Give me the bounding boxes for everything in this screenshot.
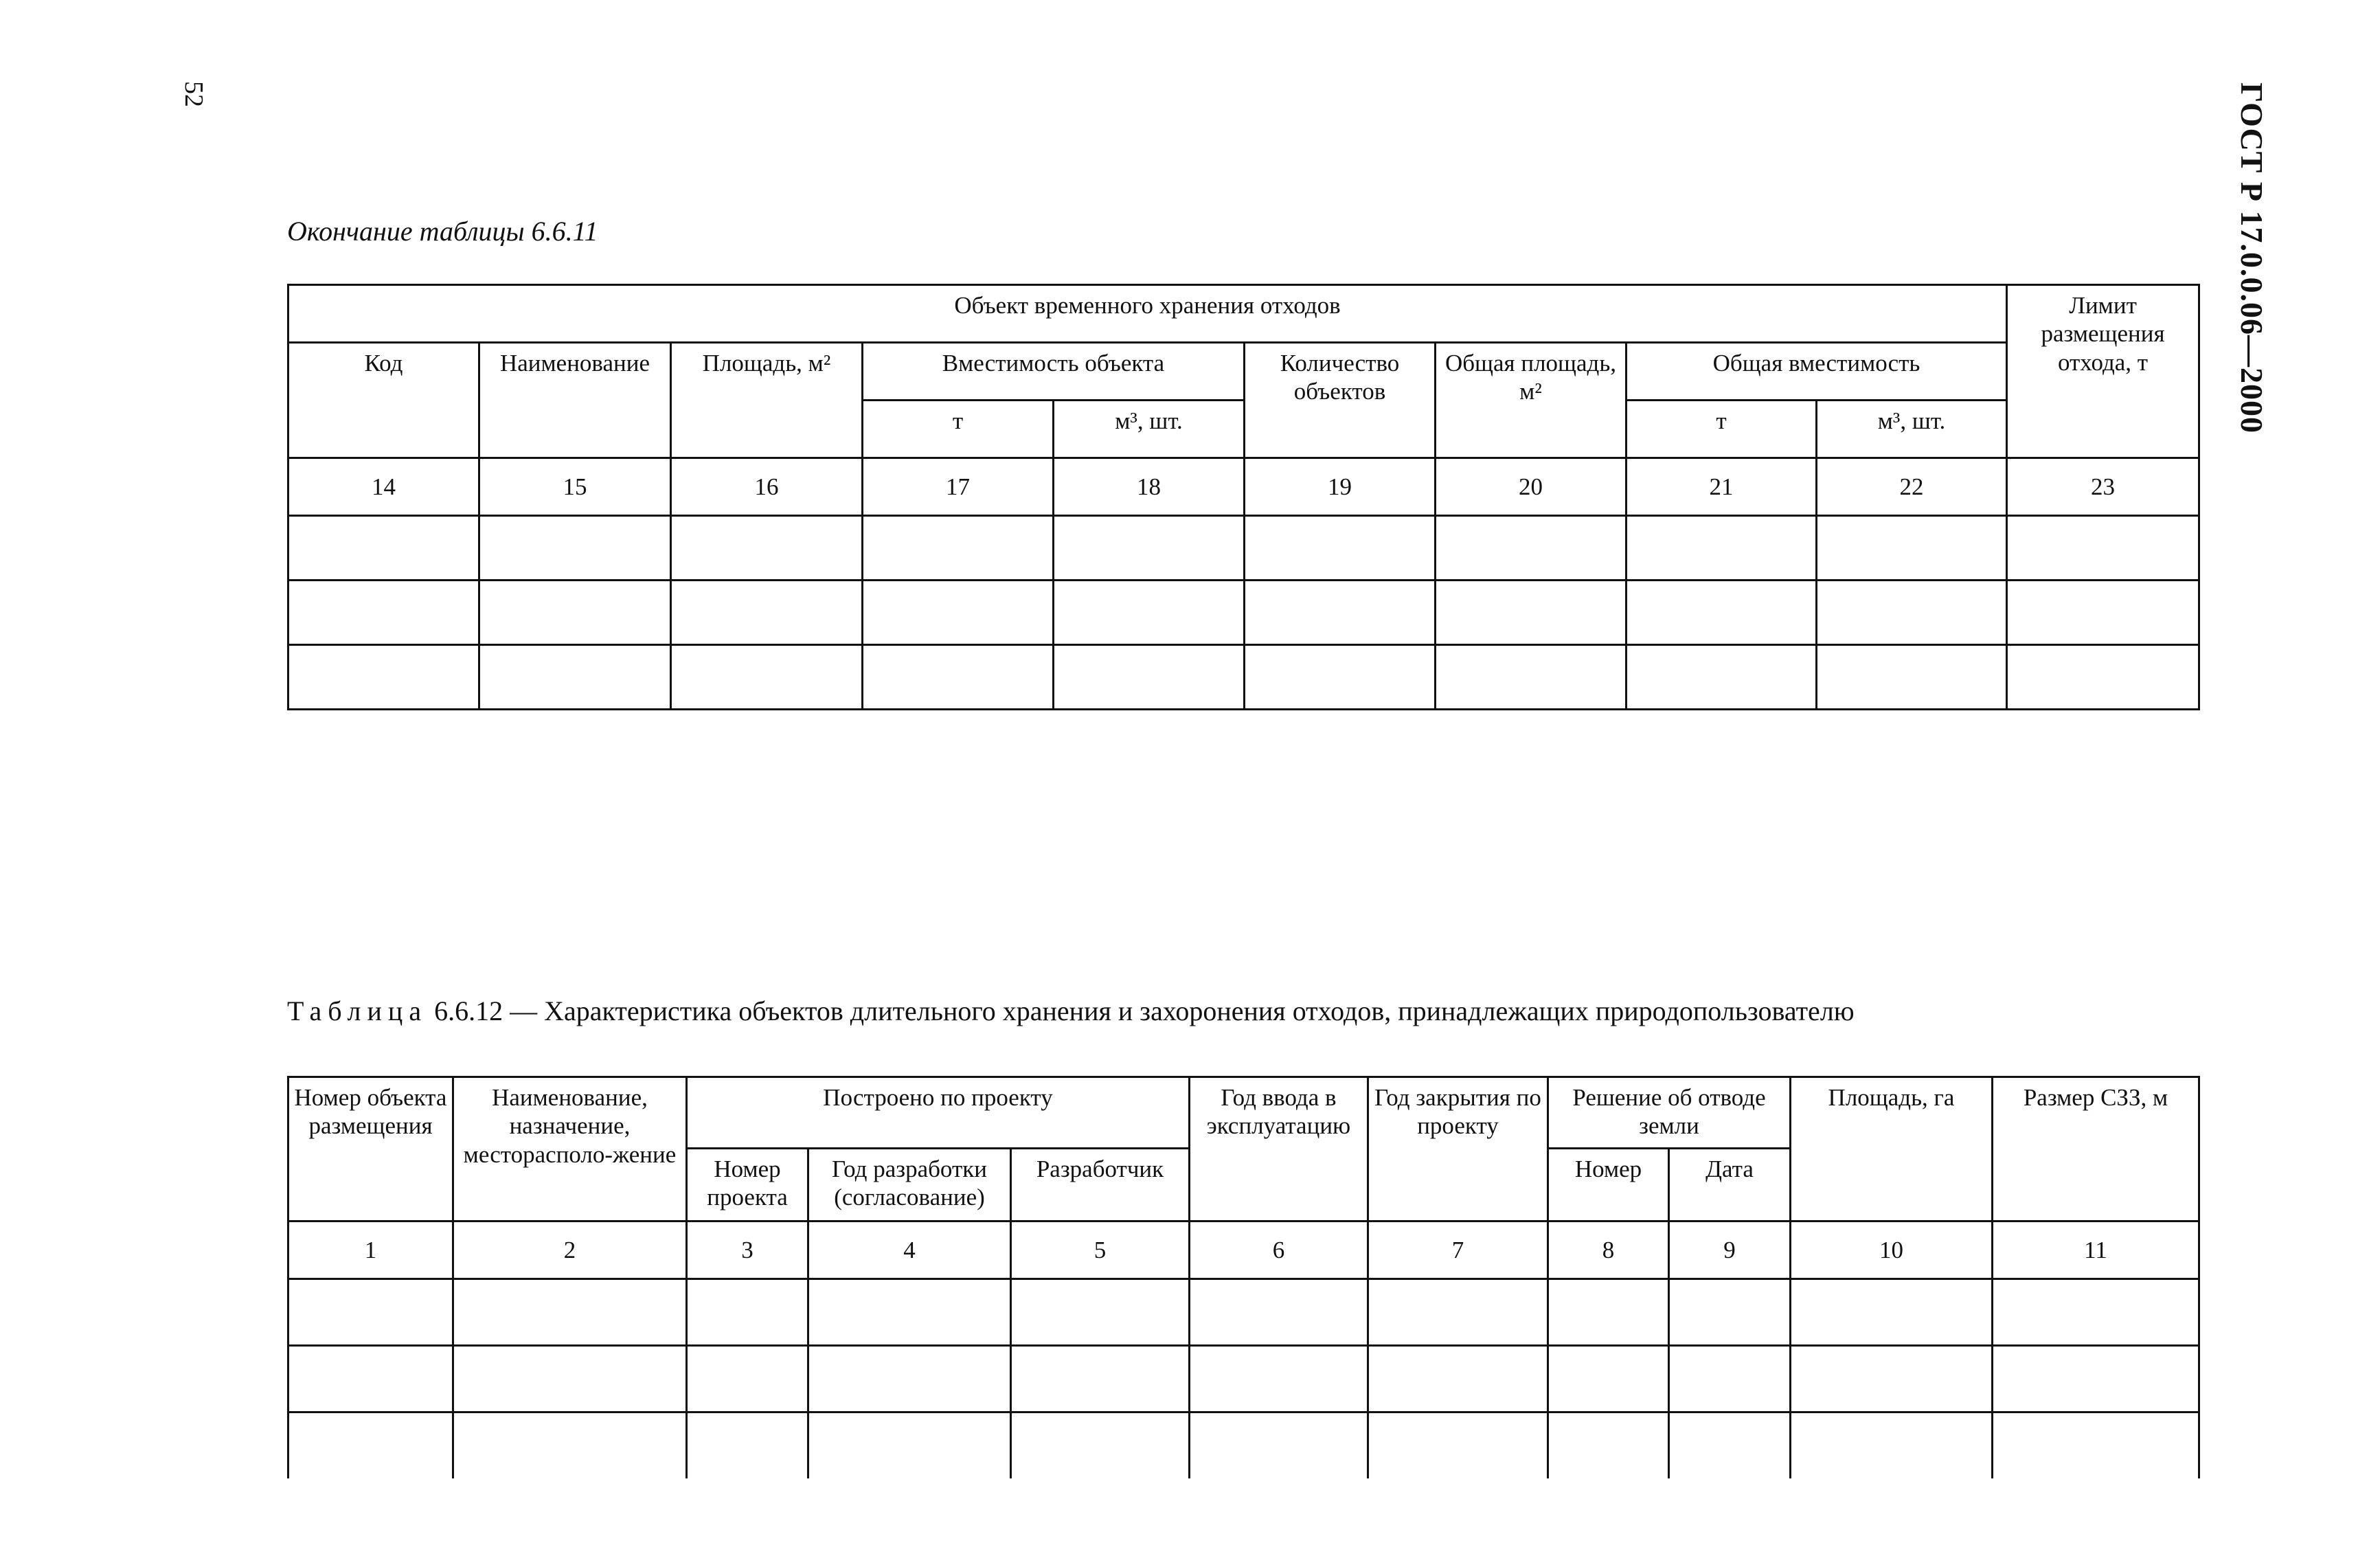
empty-cell xyxy=(1993,1412,2199,1478)
empty-cell xyxy=(1669,1279,1791,1346)
column-number: 19 xyxy=(1245,458,1436,516)
header-total-area: Общая площадь, м² xyxy=(1436,343,1627,458)
column-number: 10 xyxy=(1791,1221,1993,1279)
empty-cell xyxy=(687,1412,808,1478)
column-number: 2 xyxy=(453,1221,687,1279)
empty-cell xyxy=(288,581,479,645)
header-developer: Разработчик xyxy=(1011,1149,1190,1221)
header-object-number: Номер объекта размещения xyxy=(288,1077,453,1221)
empty-cell xyxy=(1011,1346,1190,1412)
header-capacity-t: т xyxy=(863,401,1054,458)
header-project-number: Номер проекта xyxy=(687,1149,808,1221)
empty-cell xyxy=(288,1279,453,1346)
empty-cell xyxy=(863,581,1054,645)
table2-caption-text: 6.6.12 — Характеристика объектов длительного хранения и захоронения отходов, принадлежащих природопользователю xyxy=(434,995,1855,1026)
empty-row xyxy=(288,645,2199,710)
header-total-capacity-t: т xyxy=(1627,401,1817,458)
empty-cell xyxy=(1190,1412,1368,1478)
header-limit: Лимит размещения отхода, т xyxy=(2007,285,2199,458)
empty-cell xyxy=(1817,581,2007,645)
empty-cell xyxy=(671,516,863,581)
empty-cell xyxy=(671,645,863,710)
empty-row xyxy=(288,1412,2199,1478)
column-number: 4 xyxy=(808,1221,1011,1279)
table-6-6-12 xyxy=(287,1076,2200,1478)
empty-cell xyxy=(479,516,671,581)
empty-cell xyxy=(1817,645,2007,710)
header-name: Наименование xyxy=(479,343,671,458)
empty-cell xyxy=(479,645,671,710)
table2-caption xyxy=(287,995,1855,1027)
empty-cell xyxy=(1993,1346,2199,1412)
empty-cell xyxy=(1669,1412,1791,1478)
empty-cell xyxy=(1791,1279,1993,1346)
empty-cell xyxy=(1627,581,1817,645)
column-number: 23 xyxy=(2007,458,2199,516)
empty-cell xyxy=(1791,1412,1993,1478)
empty-cell xyxy=(1548,1346,1669,1412)
column-number: 16 xyxy=(671,458,863,516)
empty-cell xyxy=(1436,581,1627,645)
empty-cell xyxy=(1993,1279,2199,1346)
header-capacity-m3: м³, шт. xyxy=(1054,401,1245,458)
empty-cell xyxy=(1627,516,1817,581)
empty-cell xyxy=(453,1346,687,1412)
column-number: 9 xyxy=(1669,1221,1791,1279)
column-number: 15 xyxy=(479,458,671,516)
table-6-6-11-end xyxy=(287,284,2200,710)
empty-cell xyxy=(808,1346,1011,1412)
empty-cell xyxy=(2007,516,2199,581)
column-number: 7 xyxy=(1368,1221,1548,1279)
empty-cell xyxy=(1245,645,1436,710)
empty-cell xyxy=(1627,645,1817,710)
column-number: 6 xyxy=(1190,1221,1368,1279)
table1-caption: Окончание таблицы 6.6.11 xyxy=(287,216,598,247)
empty-cell xyxy=(479,581,671,645)
empty-cell xyxy=(1817,516,2007,581)
header-dev-year: Год разработки (согласование) xyxy=(808,1149,1011,1221)
empty-cell xyxy=(288,516,479,581)
empty-cell xyxy=(808,1412,1011,1478)
empty-cell xyxy=(671,581,863,645)
empty-cell xyxy=(687,1346,808,1412)
empty-cell xyxy=(1011,1412,1190,1478)
header-land-decision: Решение об отводе земли xyxy=(1548,1077,1791,1149)
column-number: 22 xyxy=(1817,458,2007,516)
empty-cell xyxy=(288,1412,453,1478)
column-number: 18 xyxy=(1054,458,1245,516)
empty-cell xyxy=(1436,645,1627,710)
empty-row xyxy=(288,1279,2199,1346)
header-capacity: Вместимость объекта xyxy=(863,343,1245,401)
empty-cell xyxy=(1548,1412,1669,1478)
empty-cell xyxy=(1054,516,1245,581)
column-number: 14 xyxy=(288,458,479,516)
table2-caption-prefix: Таблица xyxy=(287,995,428,1026)
empty-row xyxy=(288,516,2199,581)
empty-cell xyxy=(863,645,1054,710)
empty-cell xyxy=(2007,581,2199,645)
header-name-location: Наименование, назначение, месторасполо-жение xyxy=(453,1077,687,1221)
column-number: 17 xyxy=(863,458,1054,516)
empty-cell xyxy=(1054,645,1245,710)
empty-cell xyxy=(1669,1346,1791,1412)
empty-cell xyxy=(1245,581,1436,645)
empty-cell xyxy=(453,1279,687,1346)
header-area: Площадь, м² xyxy=(671,343,863,458)
page-number: 52 xyxy=(179,81,208,107)
header-szz-size: Размер СЗЗ, м xyxy=(1993,1077,2199,1221)
header-decision-number: Номер xyxy=(1548,1149,1669,1221)
column-number: 1 xyxy=(288,1221,453,1279)
empty-cell xyxy=(453,1412,687,1478)
empty-cell xyxy=(863,516,1054,581)
empty-cell xyxy=(687,1279,808,1346)
column-number: 5 xyxy=(1011,1221,1190,1279)
empty-cell xyxy=(1190,1346,1368,1412)
header-total-capacity: Общая вместимость xyxy=(1627,343,2007,401)
header-start-year: Год ввода в эксплуатацию xyxy=(1190,1077,1368,1221)
empty-cell xyxy=(1368,1279,1548,1346)
document-code: ГОСТ Р 17.0.0.06—2000 xyxy=(2234,82,2269,434)
empty-cell xyxy=(808,1279,1011,1346)
empty-row xyxy=(288,581,2199,645)
empty-cell xyxy=(1368,1346,1548,1412)
column-number: 3 xyxy=(687,1221,808,1279)
empty-cell xyxy=(1054,581,1245,645)
group-header-temp-storage: Объект временного хранения отходов xyxy=(288,285,2007,343)
header-code: Код xyxy=(288,343,479,458)
empty-cell xyxy=(1190,1279,1368,1346)
empty-cell xyxy=(1791,1346,1993,1412)
empty-cell xyxy=(2007,645,2199,710)
empty-cell xyxy=(1436,516,1627,581)
empty-cell xyxy=(1368,1412,1548,1478)
column-number: 21 xyxy=(1627,458,1817,516)
empty-row xyxy=(288,1346,2199,1412)
column-number: 11 xyxy=(1993,1221,2199,1279)
empty-cell xyxy=(288,1346,453,1412)
column-number: 20 xyxy=(1436,458,1627,516)
empty-cell xyxy=(1245,516,1436,581)
header-total-capacity-m3: м³, шт. xyxy=(1817,401,2007,458)
header-area: Площадь, га xyxy=(1791,1077,1993,1221)
empty-cell xyxy=(1011,1279,1190,1346)
empty-cell xyxy=(288,645,479,710)
header-built-by-project: Построено по проекту xyxy=(687,1077,1190,1149)
column-number: 8 xyxy=(1548,1221,1669,1279)
header-decision-date: Дата xyxy=(1669,1149,1791,1221)
header-count: Количество объектов xyxy=(1245,343,1436,458)
empty-cell xyxy=(1548,1279,1669,1346)
header-close-year: Год закрытия по проекту xyxy=(1368,1077,1548,1221)
